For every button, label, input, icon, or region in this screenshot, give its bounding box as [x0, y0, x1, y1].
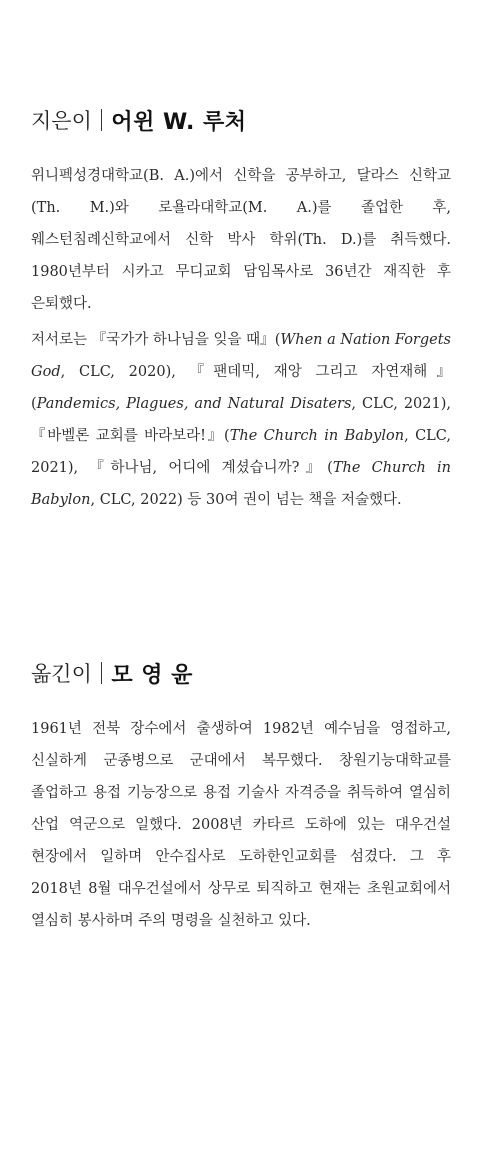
works-text-1: , CLC, 2020), 『팬데믹, 재앙 그리고 자연재해』( [31, 364, 451, 412]
translator-bio: 1961년 전북 장수에서 출생하여 1982년 예수님을 영접하고, 신실하게 군종병으로 군대에서 복무했다. 창원기능대학교를 졸업하고 용접 기능장으로 용접 기술사 자격증을 취득하여 열심히 산업 역군으로 일했다. 2008년 카타르 도하에 있는 대우건설 현장에서 일하며 안수집사로 도하한인교회를 섬겼다. 그 후 2018년 8월 대우건설에서 상무로 퇴직하고 현재는 초원교회에서 열심히 봉사하며 주의 명령을 실천하고 있다. [31, 721, 451, 929]
works-text-2: , CLC, 2021), 『바벨론 교회를 바라보라!』( [31, 396, 452, 444]
author-works [31, 324, 451, 516]
author-bio: 위니펙성경대학교(B. A.)에서 신학을 공부하고, 달라스 신학교(Th. M.)와 로욜라대학교(M. A.)를 졸업한 후, 웨스턴침례신학교에서 신학 박사 학위(Th. D.)를 취득했다. 1980년부터 시카고 무디교회 담임목사로 36년간 재직한 후 은퇴했다. [31, 168, 451, 312]
works-text-3: , CLC, 2021), 『하나님, 어디에 계셨습니까?』( [31, 428, 451, 476]
author-name: 어윈 W. 루처 [111, 109, 247, 135]
heading-divider [101, 662, 103, 684]
book-title-3: The Church in Babylon [229, 428, 405, 444]
book-title-2: Pandemics, Plagues, and Natural Disaters [36, 396, 352, 412]
author-section [31, 102, 451, 516]
translator-heading [31, 655, 451, 691]
translator-section [31, 655, 451, 937]
heading-divider [101, 109, 103, 131]
translator-name: 모 영 윤 [111, 662, 193, 688]
author-heading [31, 102, 451, 138]
works-outro: , CLC, 2022) 등 30여 권이 넘는 책을 저술했다. [90, 492, 402, 508]
book-title-4: The Church in Babylon [31, 460, 451, 508]
book-title-1: When a Nation Forgets God [31, 332, 451, 380]
translator-role-label: 옮긴이 [31, 662, 92, 686]
works-intro: 저서로는 『국가가 하나님을 잊을 때』( [31, 332, 281, 348]
author-role-label: 지은이 [31, 109, 92, 133]
